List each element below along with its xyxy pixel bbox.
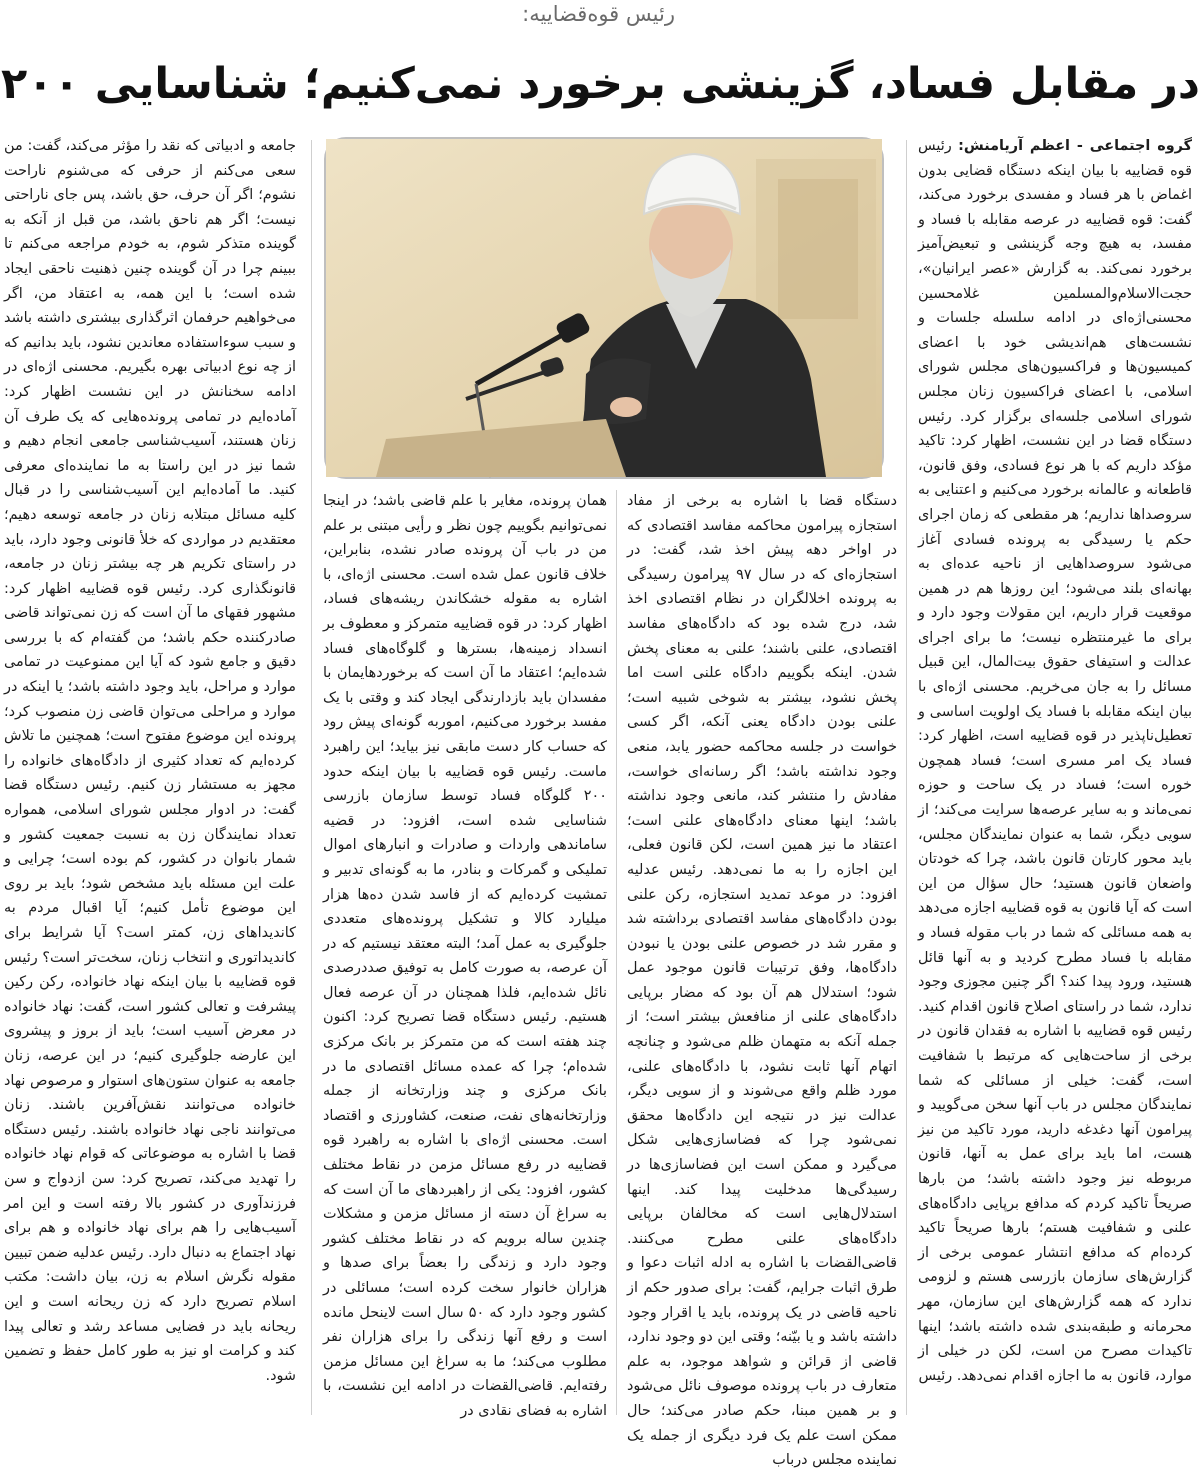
column-text: همان پرونده، مغایر با علم قاضی باشد؛ در اینجا نمی‌توانیم بگوییم چون نظر و رأیی مبتنی بر علم من در باب آن پرونده صادر نشده، بنابراین، خلاف قانون عمل شده است. محسنی اژه‌ای، با اشاره به مقوله خشکاندن ریشه‌های فساد، اظهار کرد: در قوه قضاییه متمرکز و معطوف بر انسداد زمینه‌ها، بسترها و گلوگاه‌های فساد شده‌ایم؛ اعتقاد ما آن است که برخوردهایمان با مفسدان باید بازدارندگی ایجاد کند و وقتی با یک مفسد برخورد می‌کنیم، اموربه گونه‌ای پیش رود که حساب کار دست مابقی نیز بیاید؛ این راهبرد ماست. رئیس قوه قضاییه با بیان اینکه حدود ۲۰۰ گلوگاه فساد توسط سازمان بازرسی شناسایی شده است، افزود: در قضیه ساماندهی واردات و صادرات و انبارهای اموال تملیکی و گمرکات و بنادر، ما به گونه‌ای تدبیر و تمشیت کرده‌ایم که از فاسد شدن ده‌ها هزار میلیارد کالا و تشکیل پرونده‌های متعددی جلوگیری به عمل آمد؛ البته معتقد نیستیم که در آن عرصه، به صورت کامل به توفیق صددرصدی نائل شده‌ایم، فلذا همچنان در آن عرصه فعال هستیم. رئیس دستگاه قضا تصریح کرد: اکنون چند هفته است که من متمرکز بر بانک مرکزی شده‌ام؛ چرا که عمده مسائل اقتصادی ما در بانک مرکزی و چند وزارتخانه از جمله وزارتخانه‌های نفت، صنعت، کشاورزی و اقتصاد است. محسنی اژه‌ای با اشاره به راهبرد قوه قضاییه در رفع مسائل مزمن در نقاط مختلف کشور، افزود: یکی از راهبردهای ما آن است که به سراغ آن دسته از مسائل مزمن و مشکلات چندین ساله برویم که در نقاط مختلف کشور وجود دارد و زندگی را بعضاً برای صدها و هزاران خانوار سخت کرده است؛ مسائلی در کشور وجود دارد که ۵۰ سال است لاینحل مانده است و رفع آنها زندگی را برای هزاران نفر مطلوب می‌کند؛ ما به سراغ این مسائل مزمن رفته‌ایم. قاضی‌القضات در ادامه این نشست، با اشاره به فضای نقادی در — [323, 493, 607, 1419]
column-rule — [616, 490, 617, 1415]
column-rule — [311, 140, 312, 1415]
article-column-3 — [323, 489, 607, 1421]
photo-illustration — [326, 139, 882, 477]
article-column-2 — [627, 489, 897, 1469]
column-text: دستگاه قضا با اشاره به برخی از مفاد استجازه پیرامون محاکمه مفاسد اقتصادی که در اواخر دهه پیش اخذ شد، گفت: در استجازه‌ای که در سال ۹۷ پیرامون رسیدگی به پرونده اخلالگران در نظام اقتصادی اخذ شد، درج شده بود که دادگاه‌های مفاسد اقتصادی، علنی باشند؛ علنی به معنای پخش شدن. اینکه بگوییم دادگاه علنی است اما پخش نشود، بیشتر به شوخی شبیه است؛ علنی بودن دادگاه یعنی آنکه، اگر کسی خواست در جلسه محاکمه حضور یابد، منعی وجود نداشته باشد؛ اگر رسانه‌ای خواست، مفادش را منتشر کند، مانعی وجود نداشته باشد؛ اینها معنای دادگاه‌های علنی است؛ اعتقاد ما نیز همین است، لکن قانون فعلی، این اجازه را به ما نمی‌دهد. رئیس عدلیه افزود: در موعد تمدید استجازه، رکن علنی بودن دادگاه‌های مفاسد اقتصادی برداشته شد و مقرر شد در خصوص علنی بودن یا نبودن دادگاه‌ها، وفق ترتیبات قانون موجود عمل شود؛ استدلال هم آن بود که مضار برپایی دادگاه‌های علنی از منافعش بیشتر است؛ از جمله آنکه به متهمان ظلم می‌شود و چنانچه اتهام آنها ثابت نشود، با دادگاه‌های علنی، مورد ظلم واقع می‌شوند و از سویی دیگر، عدالت نیز در نتیجه این دادگاه‌ها محقق نمی‌شود چرا که فضاسازی‌هایی شکل می‌گیرد و ممکن است این فضاسازی‌ها در رسیدگی‌ها مدخلیت پیدا کند. اینها استدلال‌هایی است که مخالفان برپایی دادگاه‌های علنی مطرح می‌کنند. قاضی‌القضات با اشاره به ادله اثبات دعوا و طرق اثبات جرایم، گفت: برای صدور حکم از ناحیه قاضی در یک پرونده، باید یا اقرار وجود داشته باشد و یا بیّنه؛ وقتی این دو وجود ندارد، قاضی از قرائن و شواهد موجود، به علم متعارف در باب پرونده موصوف نائل می‌شود و بر همین مبنا، حکم صادر می‌کند؛ حال ممکن است علم یک فرد دیگری از جمله یک نماینده مجلس درباب — [627, 493, 897, 1469]
column-rule — [906, 140, 907, 1415]
column-text: رئیس قوه قضاییه با بیان اینکه دستگاه قضایی بدون اغماض با هر فساد و مفسدی برخورد می‌کند، گفت: قوه قضاییه در عرصه مقابله با فساد و مفسد، به هیچ وجه گزینشی و تبعیض‌آمیز برخورد نمی‌کند. به گزارش «عصر ایرانیان»، حجت‌الاسلام‌والمسلمین غلامحسین محسنی‌اژه‌ای در ادامه سلسله جلسات و نشست‌های هم‌اندیشی خود با اعضای کمیسیون‌ها و فراکسیون‌های مجلس شورای اسلامی، با اعضای فراکسیون زنان مجلس شورای اسلامی جلسه‌ای برگزار کرد. رئیس دستگاه قضا در این نشست، اظهار کرد: تاکید مؤکد داریم که با هر نوع فسادی، وفق قانون، قاطعانه و عالمانه برخورد می‌کنیم و اعتنایی به سروصداها نداریم؛ هر مقطعی که زمان اجرای حکم یا رسیدگی به پرونده فسادی آغاز می‌شود سروصداهایی از ناحیه عده‌ای به بهانه‌ای بلند می‌شود؛ این روزها هم در همین موقعیت قرار داریم، این مقولات وجود دارد و برای ما غیرمنتظره نیست؛ ما برای اجرای عدالت و استیفای حقوق بیت‌المال، این قبیل مسائل را به جان می‌خریم. محسنی اژه‌ای با بیان اینکه مقابله با فساد یک اولویت اساسی و تعطیل‌ناپذیر در قوه قضاییه است، اظهار کرد: فساد یک امر مسری است؛ فساد همچون خوره است؛ فساد در یک ساحت و حوزه نمی‌ماند و به سایر عرصه‌ها سرایت می‌کند؛ از سویی دیگر، شما به عنوان نمایندگان مجلس، باید محور کارتان قانون باشد، چرا که خودتان واضعان قانون هستید؛ حال سؤال من این است که آیا قانون به قوه قضاییه اجازه می‌دهد به همه مسائلی که شما در باب مقوله فساد و مقابله با فساد مطرح کردید و به آنها قائل هستید، ورود پیدا کند؟ اگر چنین مجوزی وجود ندارد، شما در راستای اصلاح قانون اقدام کنید. رئیس قوه قضاییه با اشاره به فقدان قانون در برخی از ساحت‌هایی که مرتبط با شفافیت است، گفت: خیلی از مسائلی که شما نمایندگان مجلس در باب آنها سخن می‌گویید و پیرامون آنها دغدغه دارید، مورد تاکید من نیز هست، اما باید برای عمل به آنها، قانون مربوطه نیز وجود داشته باشد؛ من بارها صریحاً تاکید کردم که مدافع برپایی دادگاه‌های علنی و شفافیت هستم؛ بارها صریحاً تاکید کرده‌ام که مدافع انتشار عمومی برخی از گزارش‌های سازمان بازرسی هستم و لزومی ندارد که همه گزارش‌های این سازمان، مهر محرمانه و طبقه‌بندی شده داشته باشد؛ اینها تاکیدات مصرح من است، لکن در خیلی از موارد، قانون به ما اجازه اقدام نمی‌دهد. رئیس — [918, 138, 1192, 1384]
article-kicker: رئیس قوه‌قضاییه: — [522, 2, 675, 26]
article-headline: در مقابل فساد، گزینشی برخورد نمی‌کنیم؛ شناسایی ۲۰۰ — [0, 59, 1200, 109]
article-column-1 — [918, 134, 1192, 1421]
article-photo — [324, 137, 884, 479]
column-text: جامعه و ادبیاتی که نقد را مؤثر می‌کند، گفت: من سعی می‌کنم از حرفی که می‌شنوم ناراحت نشوم؛ اگر آن حرف، حق باشد، پس جای ناراحتی نیست؛ اگر هم ناحق باشد، من قبل از آنکه به گوینده متذکر شوم، به خودم مراجعه می‌کنم تا ببینم چرا در آن گوینده چنین ذهنیت ناحقی ایجاد شده است؛ با این همه، به اعتقاد من، اگر می‌خواهیم حرفمان اثرگذاری بیشتری داشته باشد و سبب سوءاستفاده معاندین نشود، باید بدانیم که از چه نوع ادبیاتی بهره بگیریم. محسنی اژه‌ای در ادامه سخنانش در این نشست اظهار کرد: آماده‌ایم در تمامی پرونده‌هایی که یک طرف آن زنان هستند، آسیب‌شناسی جامعی انجام دهیم و شما نیز در این راستا به ما نماینده‌ای معرفی کنید. ما آماده‌ایم این آسیب‌شناسی را در قبال کلیه مسائل مبتلابه زنان در جامعه توسعه دهیم؛ معتقدیم در مواردی که خلأ قانونی وجود دارد، باید در راستای تکریم هر چه بیشتر زنان در جامعه، قانونگذاری کرد. رئیس قوه قضاییه اظهار کرد: مشهور فقهای ما آن است که زن نمی‌تواند قاضی صادرکننده حکم باشد؛ من گفته‌ام که با بررسی دقیق و جامع شود که آیا این ممنوعیت در تمامی موارد و مراحل، باید وجود داشته باشد؛ یا اینکه در موارد و مراحلی می‌توان قاضی زن منصوب کرد؛ پرونده این موضوع مفتوح است؛ همچنین ما تلاش کرده‌ایم که تعداد کثیری از دادگاه‌های خانواده را مجهز به مستشار زن کنیم. رئیس دستگاه قضا گفت: در ادوار مجلس شورای اسلامی، همواره تعداد نمایندگان زن به نسبت جمعیت کشور و شمار بانوان در کشور، کم بوده است؛ چرایی و علت این مسئله باید مشخص شود؛ باید بر روی این موضوع تأمل کنیم؛ آیا اقبال مردم به کاندیداهای زن، کمتر است؟ آیا شرایط برای کاندیداتوری و انتخاب زنان، سخت‌تر است؟ رئیس قوه قضاییه با بیان اینکه نهاد خانواده، رکن رکین پیشرفت و تعالی کشور است، گفت: نهاد خانواده در معرض آسیب است؛ باید از بروز و پیشروی این عارضه جلوگیری کنیم؛ در این عرصه، زنان جامعه به عنوان ستون‌های استوار و مرصوص نهاد خانواده می‌توانند نقش‌آفرین باشند. زنان می‌توانند ناجی نهاد خانواده باشند. رئیس دستگاه قضا با اشاره به موضوعاتی که قوام نهاد خانواده را تهدید می‌کند، تصریح کرد: سن ازدواج و سن فرزندآوری در کشور بالا رفته است و این امر آسیب‌هایی را هم برای نهاد خانواده و هم برای نهاد اجتماع به دنبال دارد. رئیس عدلیه ضمن تبیین مقوله نگرش اسلام به زن، بیان داشت: مکتب اسلام تصریح دارد که زن ریحانه است و این ریحانه باید در فضایی مساعد رشد و تعالی پیدا کند و کرامت او نیز به طور کامل حفظ و تضمین شود. — [4, 138, 296, 1384]
article-byline: گروه اجتماعی - اعظم آریامنش: — [958, 138, 1192, 154]
article-column-4 — [4, 134, 296, 1421]
